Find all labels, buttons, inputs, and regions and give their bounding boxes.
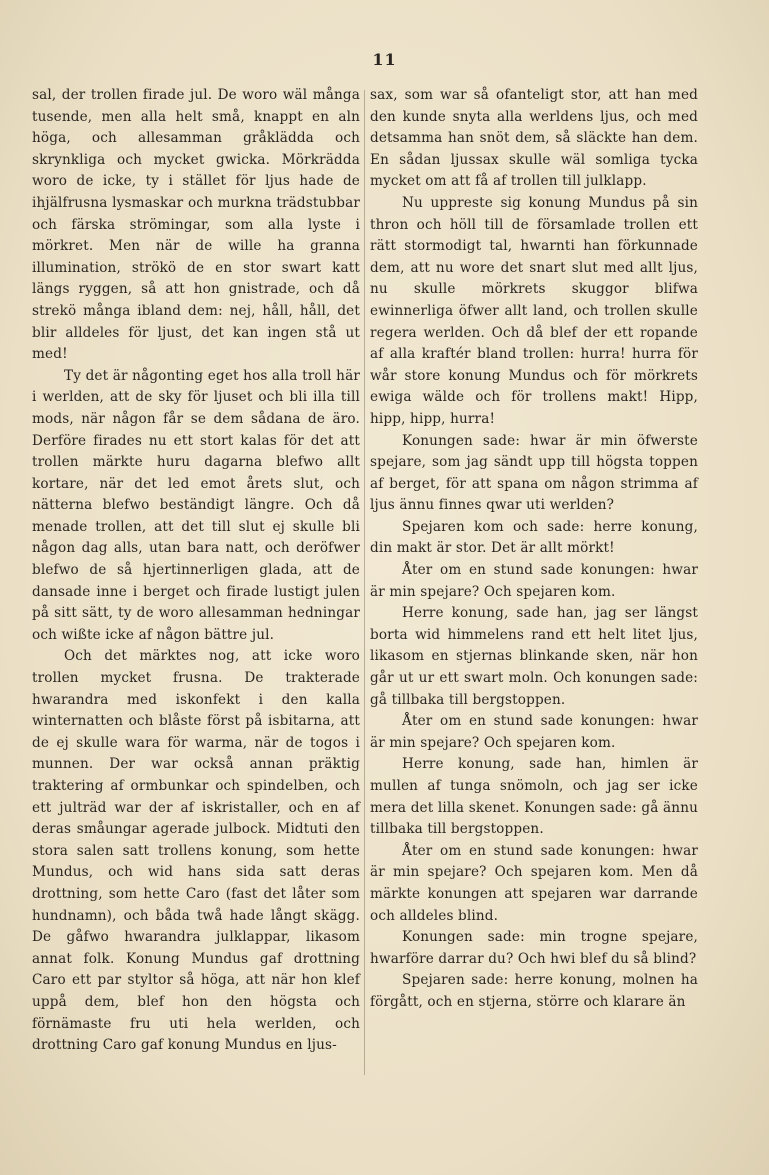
- paragraph: Konungen sade: min trogne spejare, hwarföre darrar du? Och hwi blef du så blind?: [370, 929, 698, 967]
- paragraph: Åter om en stund sade konungen: hwar är min spejare? Och spejaren kom.: [370, 562, 698, 600]
- page-number: 11: [372, 50, 397, 69]
- paragraph: Och det märktes nog, att icke woro trollen mycket frusna. De trakterade hwarandra med iskonfekt i den kalla winternatten och blåste först på isbitarna, att de ej skulle wara för warma, när de togos i munnen. Der war också annan präktig traktering af ormbunkar och spindelben, och ett julträd war der af iskristaller, och en af deras småungar agerade julbock. Midtuti den stora salen satt trollens konung, som hette Mundus, och wid hans sida satt deras drottning, som hette Caro (fast det låter som hundnamn), och båda twå hade långt skägg. De gåfwo hwarandra julklappar, likasom annat folk. Konung Mundus gaf drottning Caro ett par styltor så höga, att när hon klef uppå dem, blef hon den högsta och förnämaste fru uti hela werlden, och drottning Caro gaf konung Mundus en ljus-: [32, 648, 360, 1054]
- column-divider: [364, 90, 365, 1075]
- paragraph: Spejaren kom och sade: herre konung, din makt är stor. Det är allt mörkt!: [370, 518, 698, 557]
- paragraph: Åter om en stund sade konungen: hwar är min spejare? Och spejaren kom. Men då märkte konungen att spejaren war darrande och alldeles blind.: [370, 842, 698, 924]
- left-column: [32, 85, 360, 1057]
- paragraph: Nu uppreste sig konung Mundus på sin thron och höll till de församlade trollen ett rätt stormodigt tal, hwarnti han förkunnade dem, att nu wore det snart slut med allt ljus, nu skulle mörkrets skuggor blifwa ewinnerliga öfwer allt land, och trollen skulle regera werlden. Och då blef der ett ropande af alla kraftér bland trollen: hurra! hurra för wår store konung Mundus och för mörkrets ewiga wälde och för trollens makt! Hipp, hipp, hipp, hurra!: [370, 194, 698, 427]
- paragraph: Åter om en stund sade konungen: hwar är min spejare? Och spejaren kom.: [370, 713, 698, 751]
- paragraph: Herre konung, sade han, jag ser längst borta wid himmelens rand ett helt litet ljus, likasom en stjernas blinkande sken, när hon går ut ur ett swart moln. Och konungen sade: gå tillbaka till bergstoppen.: [370, 605, 698, 708]
- right-column: [370, 85, 698, 1014]
- paragraph: Ty det är någonting eget hos alla troll här i werlden, att de sky för ljuset och bli illa till mods, när någon får se dem sådana de äro. Derföre firades nu ett stort kalas för det att trollen märkte huru dagarna blefwo allt kortare, när det led emot årets slut, och nätterna blefwo beständigt längre. Och då menade trollen, att det till slut ej skulle bli någon dag alls, utan bara natt, och deröfwer blefwo de så hjertinnerligen glada, att de dansade inne i berget och firade lustigt julen på sitt sätt, ty de woro allesamman hedningar och wißte icke af någon bättre jul.: [32, 367, 360, 643]
- paragraph: Konungen sade: hwar är min öfwerste spejare, som jag sändt upp till högsta toppen af berget, för att spana om någon strimma af ljus ännu finnes qwar uti werlden?: [370, 432, 698, 514]
- paragraph: Herre konung, sade han, himlen är mullen af tunga snömoln, och jag ser icke mera det lilla skenet. Konungen sade: gå ännu tillbaka till bergstoppen.: [370, 756, 698, 838]
- paragraph: sax, som war så ofanteligt stor, att han med den kunde snyta alla werldens ljus, och med detsamma han snöt dem, så släckte han dem. En sådan ljussax skulle wäl somliga tycka mycket om att få af trollen till julklapp.: [370, 87, 698, 190]
- paragraph: Spejaren sade: herre konung, molnen ha förgått, och en stjerna, större och klarare än: [370, 972, 698, 1010]
- paragraph: sal, der trollen firade jul. De woro wäl många tusende, men alla helt små, knappt en aln höga, och allesamman gråklädda och skrynkliga och mycket gwicka. Mörkrädda woro de icke, ty i stället för ljus hade de ihjälfrusna lysmaskar och murkna trädstubbar och färska strömingar, som alla lyste i mörkret. Men när de wille ha granna illumination, strökö de en stor swart katt längs ryggen, så att hon gnistrade, och då strekö många ibland dem: nej, håll, håll, det blir alldeles för ljust, det kan ingen stå ut med!: [32, 87, 360, 363]
